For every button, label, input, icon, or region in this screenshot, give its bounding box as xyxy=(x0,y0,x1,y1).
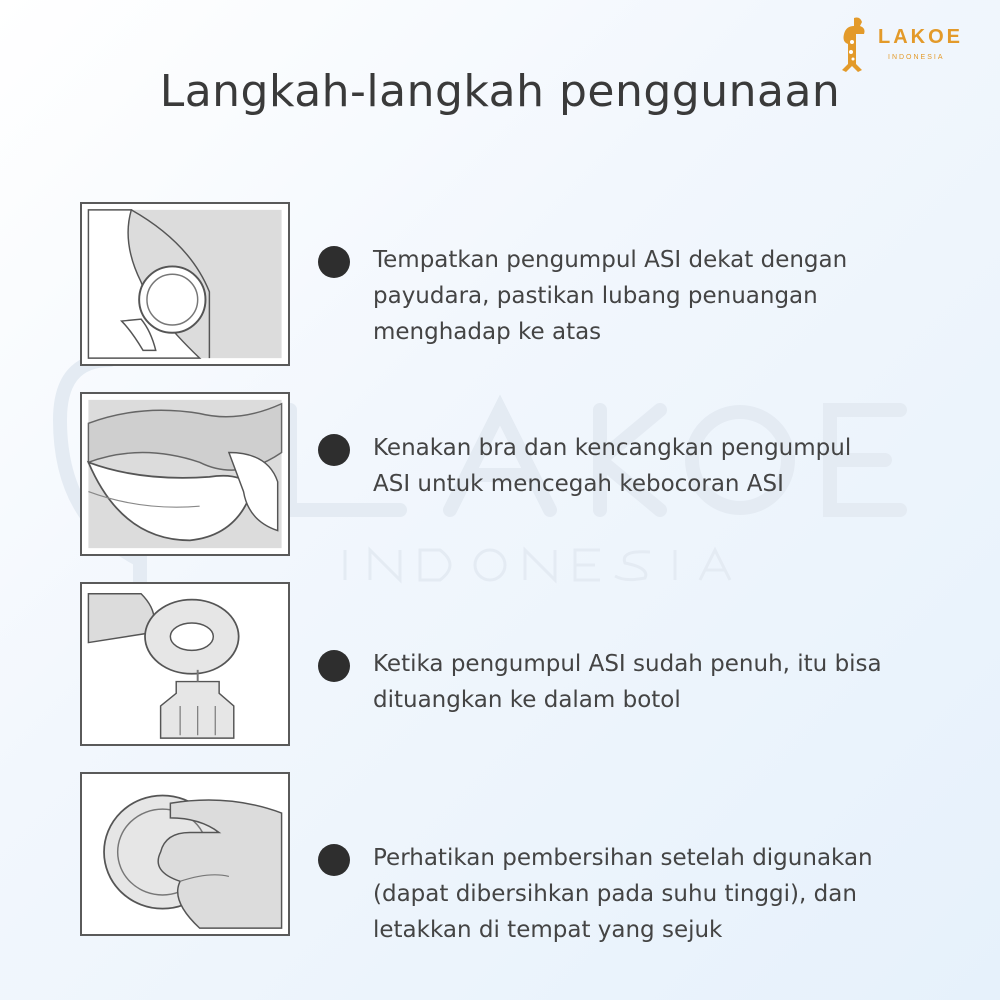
step-3 xyxy=(0,582,1000,750)
step-4-illustration xyxy=(80,772,290,936)
step-2 xyxy=(0,392,1000,560)
step-2-bullet xyxy=(318,434,350,466)
giraffe-icon xyxy=(836,14,876,74)
brand-tagline: INDONESIA xyxy=(888,54,945,61)
step-3-bullet xyxy=(318,650,350,682)
pour-bottle-icon xyxy=(82,584,288,744)
step-4-bullet xyxy=(318,844,350,876)
brand-logo xyxy=(836,14,986,74)
step-4 xyxy=(0,772,1000,943)
step-1-text: Tempatkan pengumpul ASI dekat dengan payudara, pastikan lubang penuangan menghadap ke atas xyxy=(373,247,848,345)
step-3-illustration xyxy=(80,582,290,746)
brand-name: LAKOE xyxy=(878,26,963,48)
step-1-illustration xyxy=(80,202,290,366)
step-2-illustration xyxy=(80,392,290,556)
step-2-text: Kenakan bra dan kencangkan pengumpul ASI untuk mencegah kebocoran ASI xyxy=(373,435,852,497)
step-4-text: Perhatikan pembersihan setelah digunakan (dapat dibersihkan pada suhu tinggi), dan letakkan di tempat yang sejuk xyxy=(373,845,873,943)
step-3-text: Ketika pengumpul ASI sudah penuh, itu bisa dituangkan ke dalam botol xyxy=(373,651,882,713)
clean-collector-icon xyxy=(82,774,288,934)
breast-collector-icon xyxy=(82,204,288,364)
step-1 xyxy=(0,202,1000,370)
step-1-bullet xyxy=(318,246,350,278)
page-title: Langkah-langkah penggunaan xyxy=(159,66,841,117)
bra-collector-icon xyxy=(82,394,288,554)
